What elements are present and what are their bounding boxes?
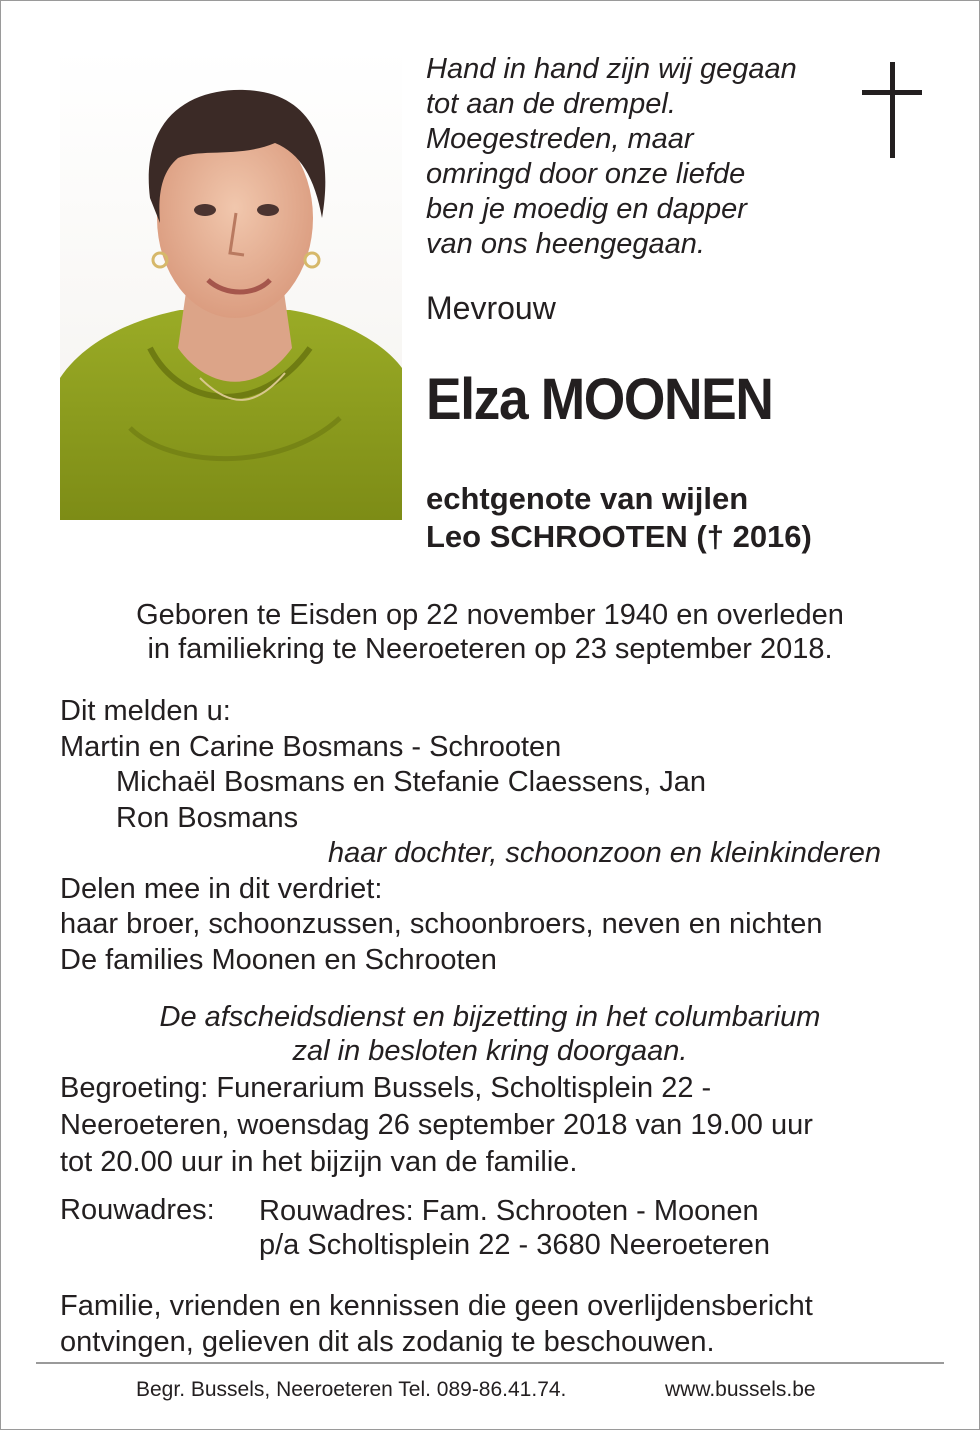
service-info bbox=[0, 1000, 980, 1068]
spouse-line: Leo SCHROOTEN († 2016) bbox=[426, 519, 812, 554]
poem-line: Moegestreden, maar bbox=[426, 123, 694, 155]
birth-line: Geboren te Eisden op 22 november 1940 en overleden bbox=[136, 599, 844, 631]
announcement-block bbox=[60, 694, 881, 978]
portrait-photo bbox=[60, 48, 402, 520]
announce-intro: Dit melden u: bbox=[60, 695, 231, 727]
poem-line: Hand in hand zijn wij gegaan bbox=[426, 53, 797, 85]
greeting-line: Begroeting: Funerarium Bussels, Scholtisplein 22 - bbox=[60, 1072, 712, 1104]
share-line: De families Moonen en Schrooten bbox=[60, 943, 497, 976]
share-line: haar broer, schoonzussen, schoonbroers, neven en nichten bbox=[60, 908, 823, 940]
grandchildren-line: Ron Bosmans bbox=[116, 801, 299, 834]
service-line: zal in besloten kring doorgaan. bbox=[292, 1035, 688, 1067]
footer-divider bbox=[36, 1362, 944, 1364]
mourning-address bbox=[259, 1194, 770, 1262]
relation-label: haar dochter, schoonzoon en kleinkinderen bbox=[328, 837, 881, 869]
grandchildren-line: Michaël Bosmans en Stefanie Claessens, Jan bbox=[116, 766, 706, 798]
family-line: Martin en Carine Bosmans - Schrooten bbox=[60, 730, 562, 763]
poem-line: tot aan de drempel. bbox=[426, 88, 676, 120]
greeting-info bbox=[60, 1070, 813, 1181]
greeting-line: tot 20.00 uur in het bijzijn van de familie. bbox=[60, 1146, 578, 1178]
notice-line: ontvingen, gelieven dit als zodanig te beschouwen. bbox=[60, 1326, 715, 1358]
poem bbox=[426, 52, 797, 262]
relation-row bbox=[60, 836, 881, 872]
poem-line: van ons heengegaan. bbox=[426, 228, 705, 260]
latin-cross-icon bbox=[862, 62, 922, 163]
service-line: De afscheidsdienst en bijzetting in het columbarium bbox=[159, 1001, 821, 1033]
birth-line: in familiekring te Neeroeteren op 23 september 2018. bbox=[147, 633, 833, 665]
address-label: Rouwadres: bbox=[60, 1194, 215, 1226]
honorific: Mevrouw bbox=[426, 290, 556, 326]
notice bbox=[60, 1288, 813, 1360]
undertaker-contact: Begr. Bussels, Neeroeteren Tel. 089-86.41.74. bbox=[136, 1378, 567, 1401]
website-link[interactable]: www.bussels.be bbox=[665, 1378, 816, 1401]
share-intro: Delen mee in dit verdriet: bbox=[60, 872, 383, 905]
address-line: p/a Scholtisplein 22 - 3680 Neeroeteren bbox=[259, 1229, 771, 1261]
spouse-info bbox=[426, 480, 812, 556]
birth-death-info bbox=[0, 598, 980, 666]
deceased-name: Elza MOONEN bbox=[426, 367, 773, 432]
greeting-line: Neeroeteren, woensdag 26 september 2018 van 19.00 uur bbox=[60, 1109, 813, 1141]
address-line: Rouwadres: Fam. Schrooten - Moonen bbox=[259, 1195, 759, 1227]
spouse-line: echtgenote van wijlen bbox=[426, 481, 749, 516]
poem-line: omringd door onze liefde bbox=[426, 158, 746, 190]
notice-line: Familie, vrienden en kennissen die geen overlijdensbericht bbox=[60, 1290, 813, 1322]
poem-line: ben je moedig en dapper bbox=[426, 193, 747, 225]
